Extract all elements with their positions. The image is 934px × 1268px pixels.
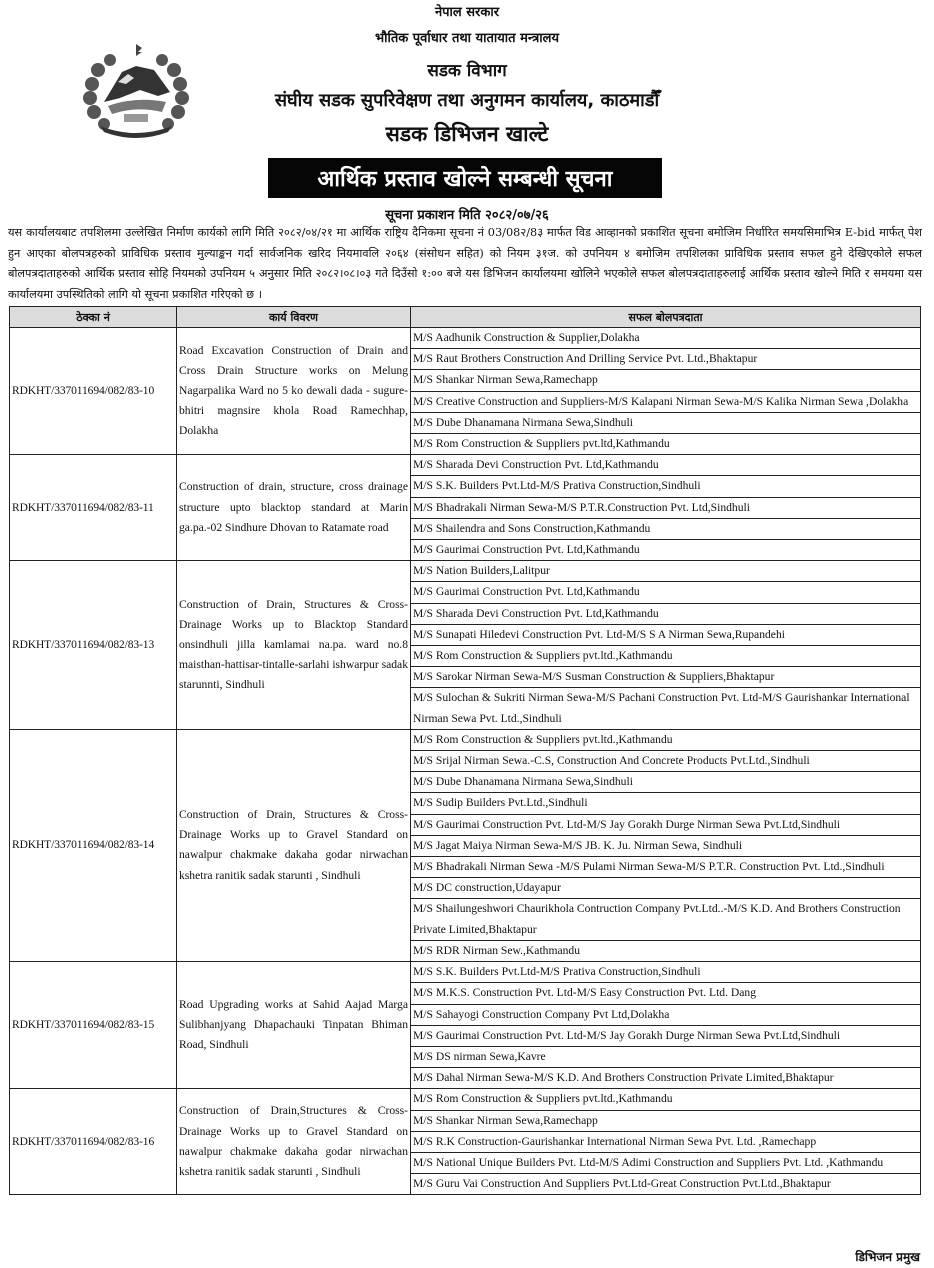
- bidder-name: M/S Jagat Maiya Nirman Sewa-M/S JB. K. Ju. Nirman Sewa, Sindhuli: [411, 835, 921, 856]
- successful-bidders-table: [9, 306, 921, 1195]
- bidder-name: M/S Bhadrakali Nirman Sewa-M/S P.T.R.Construction Pvt. Ltd,Sindhuli: [411, 497, 921, 518]
- bidder-name: M/S Rom Construction & Suppliers pvt.ltd.,Kathmandu: [411, 646, 921, 667]
- bidder-name: M/S Gaurimai Construction Pvt. Ltd-M/S Jay Gorakh Durge Nirman Sewa Pvt.Ltd,Sindhuli: [411, 814, 921, 835]
- bidder-name: M/S Sulochan & Sukriti Nirman Sewa-M/S Pachani Construction Pvt. Ltd-M/S Gaurishankar International Nirman Sewa Pvt. Ltd.,Sindhuli: [411, 688, 921, 729]
- bidder-name: M/S Sahayogi Construction Company Pvt Ltd,Dolakha: [411, 1004, 921, 1025]
- column-header-contract-no: ठेक्का नं: [10, 307, 177, 328]
- bidder-name: M/S Gaurimai Construction Pvt. Ltd-M/S Jay Gorakh Durge Nirman Sewa Pvt.Ltd,Sindhuli: [411, 1025, 921, 1046]
- bidder-name: M/S Sharada Devi Construction Pvt. Ltd,Kathmandu: [411, 603, 921, 624]
- table-row: [10, 962, 921, 983]
- work-description: Construction of Drain, Structures & Cross-Drainage Works up to Blacktop Standard onsindhuli jilla kamlamai na.pa. ward no.8 maisthan-hattisar-tintalle-sarlahi ishwarpur sadak starunnti, Sindhuli: [177, 561, 411, 730]
- contract-number: RDKHT/337011694/082/83-14: [10, 729, 177, 961]
- bidder-name: M/S RDR Nirman Sew.,Kathmandu: [411, 940, 921, 961]
- bidder-name: M/S DC construction,Udayapur: [411, 878, 921, 899]
- bidder-name: M/S Rom Construction & Suppliers pvt.ltd,Kathmandu: [411, 434, 921, 455]
- contract-number: RDKHT/337011694/082/83-10: [10, 328, 177, 455]
- bidder-name: M/S Raut Brothers Construction And Drilling Service Pvt. Ltd.,Bhaktapur: [411, 349, 921, 370]
- bidder-name: M/S Dube Dhanamana Nirmana Sewa,Sindhuli: [411, 412, 921, 433]
- column-header-bidders: सफल बोलपत्रदाता: [411, 307, 921, 328]
- contract-number: RDKHT/337011694/082/83-16: [10, 1089, 177, 1195]
- bidder-name: M/S Sarokar Nirman Sewa-M/S Susman Construction & Suppliers,Bhaktapur: [411, 667, 921, 688]
- division-name: सडक डिभिजन खाल्टे: [385, 122, 549, 146]
- publication-date: सूचना प्रकाशन मिति २०८२/०७/२६: [385, 208, 549, 223]
- bidder-name: M/S Creative Construction and Suppliers-M/S Kalapani Nirman Sewa-M/S Kalika Nirman Sewa ,Dolakha: [411, 391, 921, 412]
- table-header-row: [10, 307, 921, 328]
- contract-number: RDKHT/337011694/082/83-11: [10, 455, 177, 561]
- bidder-name: M/S M.K.S. Construction Pvt. Ltd-M/S Easy Construction Pvt. Ltd. Dang: [411, 983, 921, 1004]
- bidder-name: M/S Srijal Nirman Sewa.-C.S, Construction And Concrete Products Pvt.Ltd.,Sindhuli: [411, 751, 921, 772]
- bidder-name: M/S National Unique Builders Pvt. Ltd-M/S Adimi Construction and Suppliers Pvt. Ltd. ,Kathmandu: [411, 1152, 921, 1173]
- bidder-name: M/S Aadhunik Construction & Supplier,Dolakha: [411, 328, 921, 349]
- bidder-name: M/S Rom Construction & Suppliers pvt.ltd.,Kathmandu: [411, 729, 921, 750]
- table-row: [10, 729, 921, 750]
- bidder-name: M/S DS nirman Sewa,Kavre: [411, 1046, 921, 1067]
- ministry-name: भौतिक पूर्वाधार तथा यातायात मन्त्रालय: [374, 31, 559, 46]
- bidder-name: M/S Guru Vai Construction And Suppliers Pvt.Ltd-Great Construction Pvt.Ltd.,Bhaktapur: [411, 1174, 921, 1195]
- bidder-name: M/S Dube Dhanamana Nirmana Sewa,Sindhuli: [411, 772, 921, 793]
- work-description: Construction of drain, structure, cross drainage structure upto blacktop standard at Marin ga.pa.-02 Sindhure Dhovan to Ratamate road: [177, 455, 411, 561]
- contract-number: RDKHT/337011694/082/83-15: [10, 962, 177, 1089]
- bidder-name: M/S S.K. Builders Pvt.Ltd-M/S Prativa Construction,Sindhuli: [411, 476, 921, 497]
- bidder-name: M/S S.K. Builders Pvt.Ltd-M/S Prativa Construction,Sindhuli: [411, 962, 921, 983]
- bidder-name: M/S Shankar Nirman Sewa,Ramechapp: [411, 370, 921, 391]
- work-description: Road Upgrading works at Sahid Aajad Marga Sulibhanjyang Dhapachauki Tinpatan Bhiman Road, Sindhuli: [177, 962, 411, 1089]
- bidder-name: M/S Rom Construction & Suppliers pvt.ltd.,Kathmandu: [411, 1089, 921, 1110]
- department-name: सडक विभाग: [427, 61, 507, 81]
- table-row: [10, 561, 921, 582]
- bidder-name: M/S Sudip Builders Pvt.Ltd.,Sindhuli: [411, 793, 921, 814]
- government-name: नेपाल सरकार: [434, 5, 500, 20]
- bidder-name: M/S R.K Construction-Gaurishankar International Nirman Sewa Pvt. Ltd. ,Ramechapp: [411, 1131, 921, 1152]
- bidder-name: M/S Shankar Nirman Sewa,Ramechapp: [411, 1110, 921, 1131]
- bidder-name: M/S Dahal Nirman Sewa-M/S K.D. And Brothers Construction Private Limited,Bhaktapur: [411, 1068, 921, 1089]
- notice-title-banner: [268, 158, 662, 198]
- work-description: Construction of Drain,Structures & Cross-Drainage Works up to Gravel Standard on nawalpur chakmake dakaha godar nirwachan kshetra ranitik sadak starunti , Sindhuli: [177, 1089, 411, 1195]
- signature-title: डिभिजन प्रमुख: [855, 1250, 920, 1264]
- bidder-name: M/S Bhadrakali Nirman Sewa -M/S Pulami Nirman Sewa-M/S P.T.R. Construction Pvt. Ltd.,Sindhuli: [411, 857, 921, 878]
- work-description: Construction of Drain, Structures & Cross-Drainage Works up to Gravel Standard on nawalpur chakmake dakaha godar nirwachan kshetra ranitik sadak starunti , Sindhuli: [177, 729, 411, 961]
- column-header-description: कार्य विवरण: [177, 307, 411, 328]
- notice-title: आर्थिक प्रस्ताव खोल्ने सम्बन्धी सूचना: [317, 167, 613, 192]
- bidder-name: M/S Sharada Devi Construction Pvt. Ltd,Kathmandu: [411, 455, 921, 476]
- bidder-name: M/S Shailungeshwori Chaurikhola Contruction Company Pvt.Ltd..-M/S K.D. And Brothers Construction Private Limited,Bhaktapur: [411, 899, 921, 940]
- table-row: [10, 1089, 921, 1110]
- table-body: [10, 328, 921, 1195]
- notice-body: यस कार्यालयबाट तपशिलमा उल्लेखित निर्माण कार्यको लागि मिति २०८२/०४/२१ मा आर्थिक राष्ट्रिय दैनिकमा सूचना नं 03/08२/8३ मार्फत विड आव्हानको प्रकाशित सूचना बमोजिम निर्धारित समयसिमाभित्र E-bid मार्फत् पेश हुन आएका बोलपत्रहरुको प्राविधिक प्रस्ताव मुल्याङ्कन गर्दा सार्वजनिक खरिद नियमावलि २०६४ (संसोधन सहित) को नियम ३१ज. को उपनियम ४ बमोजिम तपशिलका प्राविधिक प्रस्ताव सफल हुने देखिएकोले सफल बोलपत्रदाताहरुको आर्थिक प्रस्ताव सोहि नियमको उपनियम ५ अनुसार मिति २०८२।०८।०३ गते दिउँसो १:०० बजे यस डिभिजन कार्यालयमा खोलिने भएकोले सफल बोलपत्रदाताहरुलाई आर्थिक प्रस्ताव खोल्ने मिति र समयमा यस कार्यालयमा उपस्थितिको लागि यो सूचना प्रकाशित गरिएको छ ।: [8, 226, 922, 301]
- office-name: संघीय सडक सुपरिवेक्षण तथा अनुगमन कार्यालय, काठमाडौँ: [274, 90, 660, 111]
- table-row: [10, 455, 921, 476]
- bidder-name: M/S Sunapati Hiledevi Construction Pvt. Ltd-M/S S A Nirman Sewa,Rupandehi: [411, 624, 921, 645]
- bidder-name: M/S Nation Builders,Lalitpur: [411, 561, 921, 582]
- work-description: Road Excavation Construction of Drain and Cross Drain Structure works on Melung Nagarpalika Ward no 5 ko dewali dada - sugure- bhitri magnsire khola Road Ramechhap, Dolakha: [177, 328, 411, 455]
- contract-number: RDKHT/337011694/082/83-13: [10, 561, 177, 730]
- bidder-name: M/S Gaurimai Construction Pvt. Ltd,Kathmandu: [411, 582, 921, 603]
- bidder-name: M/S Shailendra and Sons Construction,Kathmandu: [411, 518, 921, 539]
- bidder-name: M/S Gaurimai Construction Pvt. Ltd,Kathmandu: [411, 540, 921, 561]
- table-row: [10, 328, 921, 349]
